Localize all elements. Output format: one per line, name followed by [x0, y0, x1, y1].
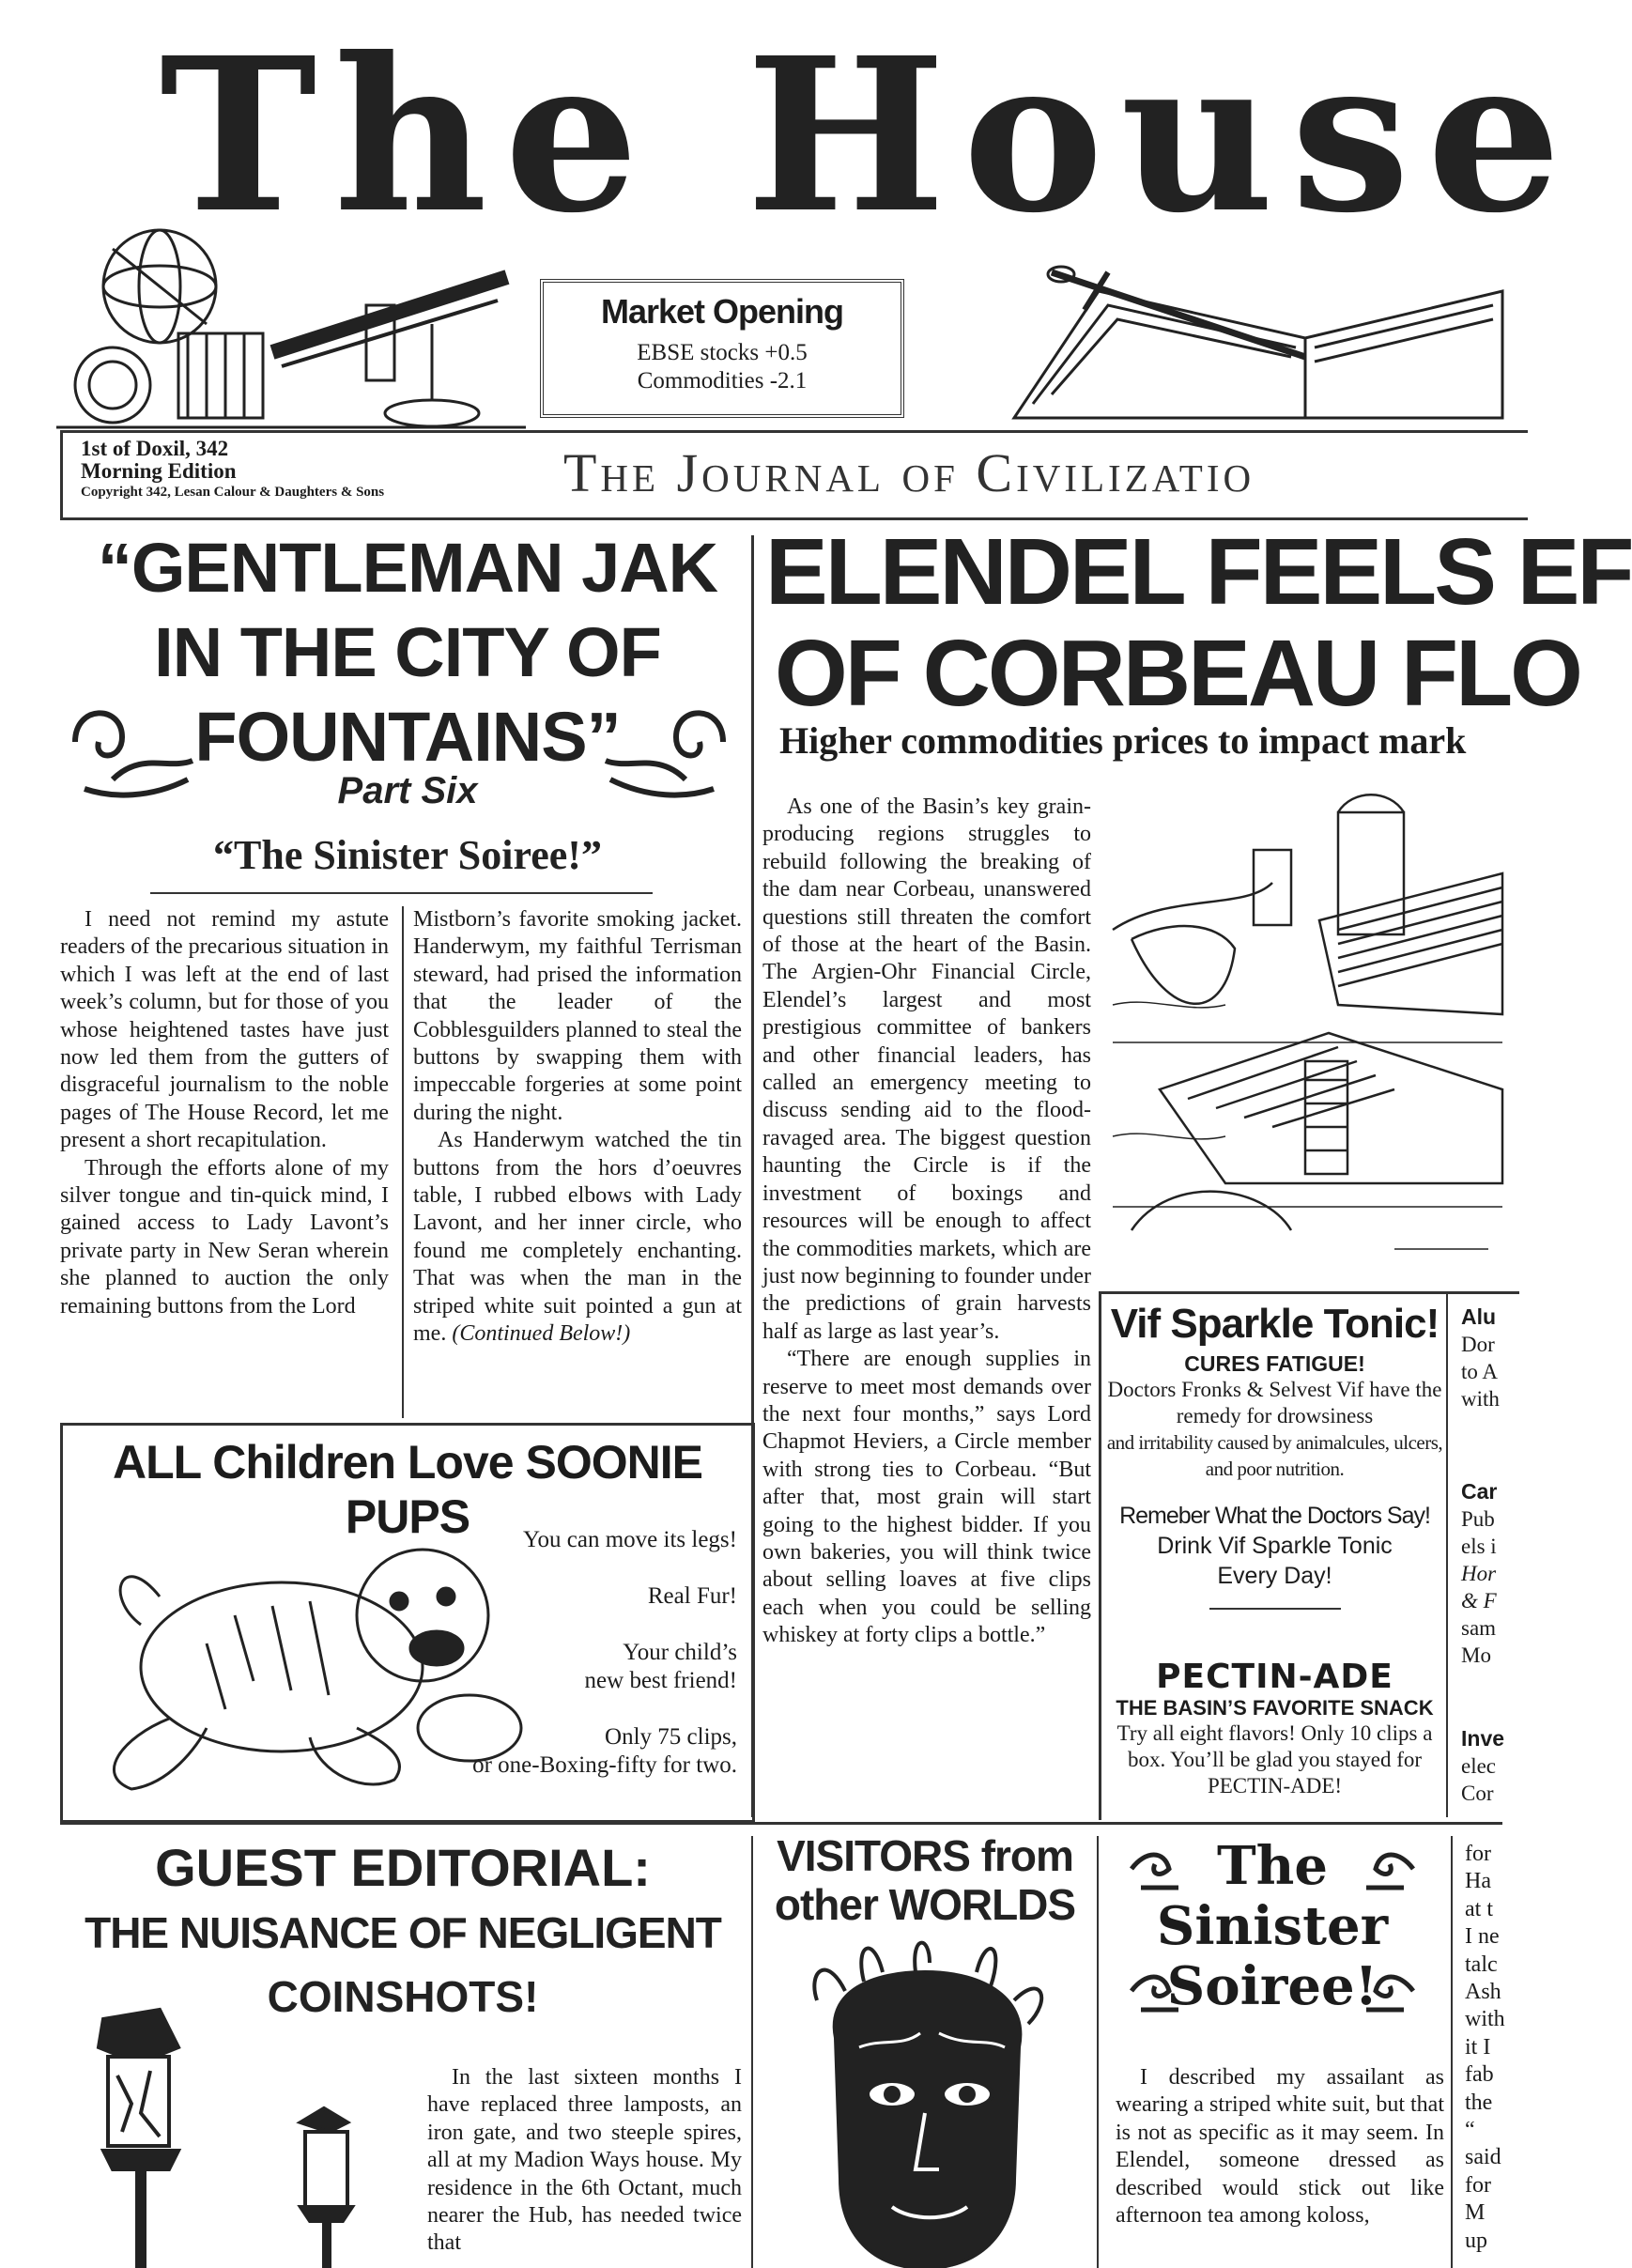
soonie-line: new best friend! — [584, 1668, 737, 1693]
far-right-clipped-column: for Ha at t I ne talc Ash with it I fab the “ said for M up — [1465, 1842, 1505, 2253]
alien-face-illustration — [789, 1935, 1061, 2268]
soonie-copy — [376, 1526, 737, 1780]
market-ebse: EBSE stocks +0.5 — [637, 340, 808, 365]
flood-illustration — [1113, 779, 1502, 1268]
editorial-headline: GUEST EDITORIAL: THE NUISANCE OF NEGLIGENT COINSHOTS! — [85, 1838, 721, 2021]
jak-column-rule — [402, 906, 404, 1418]
soonie-line: Real Fur! — [647, 1583, 737, 1609]
instruments-illustration — [56, 211, 526, 437]
jak-headline: “GENTLEMAN JAK IN THE CITY OF FOUNTAINS” — [97, 529, 718, 776]
edition: Morning Edition — [81, 459, 237, 483]
vif-sub: CURES FATIGUE! — [1184, 1351, 1365, 1376]
soonie-line: Only 75 clips, — [605, 1724, 737, 1750]
continued-note: (Continued Below!) — [452, 1321, 631, 1347]
vif-body: Doctors Fronks & Selvest Vif have the remedy for drowsiness — [1107, 1378, 1442, 1427]
vif-slogan: Remeber What the Doctors Say! — [1119, 1503, 1430, 1529]
soonie-headline: ALL Children Love SOONIE PUPS — [113, 1436, 702, 1543]
book-dagger-illustration — [995, 254, 1502, 427]
vif-body: and irritability caused by animalcules, ulcers, and poor nutrition. — [1106, 1431, 1443, 1480]
soiree-column — [1116, 2064, 1444, 2229]
vif-rule — [1209, 1608, 1341, 1610]
market-title: Market Opening — [600, 292, 844, 331]
section-rule — [60, 1822, 1502, 1825]
vif-title: Vif Sparkle Tonic! — [1110, 1301, 1440, 1347]
soiree-paragraph: I described my assailant as wearing a striped white suit, but that is not as specific as it may seem. In Elendel, someone dressed as described would stick out like afternoon tea among koloss, — [1116, 2065, 1444, 2229]
pectin-ad — [1103, 1658, 1446, 1799]
jak-column-2 — [413, 906, 742, 1349]
pectin-body: Try all eight flavors! Only 10 clips a box. You’ll be glad you stayed for PECTIN-ADE! — [1116, 1721, 1433, 1797]
pectin-title: PECTIN-ADE — [1156, 1658, 1393, 1696]
visitors-headline: VISITORS from other WORLDS — [774, 1831, 1076, 1929]
elendel-headline: ELENDEL FEELS EF OF CORBEAU FLO — [765, 519, 1632, 726]
jak-paragraph: I need not remind my astute readers of the precarious situation in which I was left at the end of last week’s column, but for those of you whose heightened tastes have just now led them from the gutters of disgraceful journalism to the noble pages of The House Record, let me present a short recapitulation. — [60, 907, 389, 1153]
vif-ad — [1103, 1301, 1446, 1610]
soiree-title: The Sinister Soiree! — [1156, 1835, 1389, 2017]
editorial-paragraph: In the last sixteen months I have replaced three lamposts, an iron gate, and two steeple spires, all at my Madion Ways house. My residence in the 6th Octant, much nearer the Hub, has needed twice that — [427, 2065, 742, 2256]
vif-slogan: Every Day! — [1217, 1563, 1332, 1589]
elendel-paragraph: “There are enough supplies in reserve to meet most demands over the next four months,” says Lord Chapmot Heviers, a Circle member with strong ties to Corbeau. “But after that, most grain will start going to the highest bidder. If you own bakeries, you will think twice about selling loaves at five clips each when you could be selling whiskey at forty clips a bottle.” — [762, 1347, 1091, 1648]
jak-part: Part Six — [337, 770, 478, 811]
tagline: The Journal of Civilizatio — [563, 442, 1255, 503]
soonie-line: You can move its legs! — [522, 1527, 737, 1552]
jak-rule — [150, 892, 653, 894]
elendel-paragraph: As one of the Basin’s key grain-producing regions struggles to rebuild following the breaking of the dam near Corbeau, unanswered questions still threaten the comfort of those at the heart of the Basin. The Argien-Ohr Financial Circle, Elendel’s largest and most prestigious committee of bankers and other financial leaders, has called an emergency meeting to discuss sending aid to the flood-ravaged area. The biggest question haunting the Circle is if the investment of boxings and resources will be enough to affect the commodities markets, which are just now beginning to founder under the predictions of grain harvests half as large as last year’s. — [762, 795, 1091, 1344]
vif-slogan: Drink Vif Sparkle Tonic — [1157, 1533, 1393, 1559]
elendel-subhead: Higher commodities prices to impact mark — [779, 719, 1467, 762]
jak-column-1 — [60, 906, 389, 1320]
right-clipped-column: Alu Dor to A with Car Pub els i Hor & F sam Mo Inve elec Cor — [1461, 1304, 1505, 1805]
jak-paragraph: As Handerwym watched the tin buttons from the hors d’oeuvres table, I rubbed elbows with Lady Lavont, and her inner circle, who found me completely enchanting. That was when the man in the striped white suit pointed a gun at me. (Continued Below!) — [413, 1128, 742, 1347]
jak-paragraph: Through the efforts alone of my silver tongue and tin-quick mind, I gained access to Lady Lavont’s private party in New Seran wherein she planned to auction the only remaining buttons from the Lord — [60, 1155, 389, 1319]
pectin-sub: THE BASIN’S FAVORITE SNACK — [1116, 1696, 1434, 1720]
elendel-column — [762, 794, 1091, 1650]
market-opening-box — [540, 279, 904, 418]
soonie-line: Your child’s — [623, 1640, 737, 1665]
visitors-column-rule — [1097, 1836, 1099, 2268]
editorial-column — [427, 2064, 742, 2258]
market-commodities: Commodities -2.1 — [637, 368, 808, 393]
ads-column-rule — [1446, 1294, 1448, 1817]
dateline-info — [81, 438, 550, 501]
masthead-title: The House — [160, 12, 1578, 260]
jak-paragraph: Mistborn’s favorite smoking jacket. Handerwym, my faithful Terrisman steward, had prised the information that the leader of the Cobblesguilders planned to steal the buttons by swapping them with impeccable forgeries at some point during the night. — [413, 907, 742, 1125]
jak-subtitle: “The Sinister Soiree!” — [213, 832, 602, 878]
copyright: Copyright 342, Lesan Calour & Daughters & Sons — [81, 485, 385, 500]
center-column-rule — [751, 535, 754, 1817]
soonie-line: or one-Boxing-fifty for two. — [472, 1752, 737, 1778]
soiree-column-rule — [1451, 1836, 1453, 2268]
editorial-column-rule — [751, 1836, 753, 2268]
issue-date: 1st of Doxil, 342 — [81, 437, 229, 460]
lamppost-illustration — [66, 2000, 385, 2268]
